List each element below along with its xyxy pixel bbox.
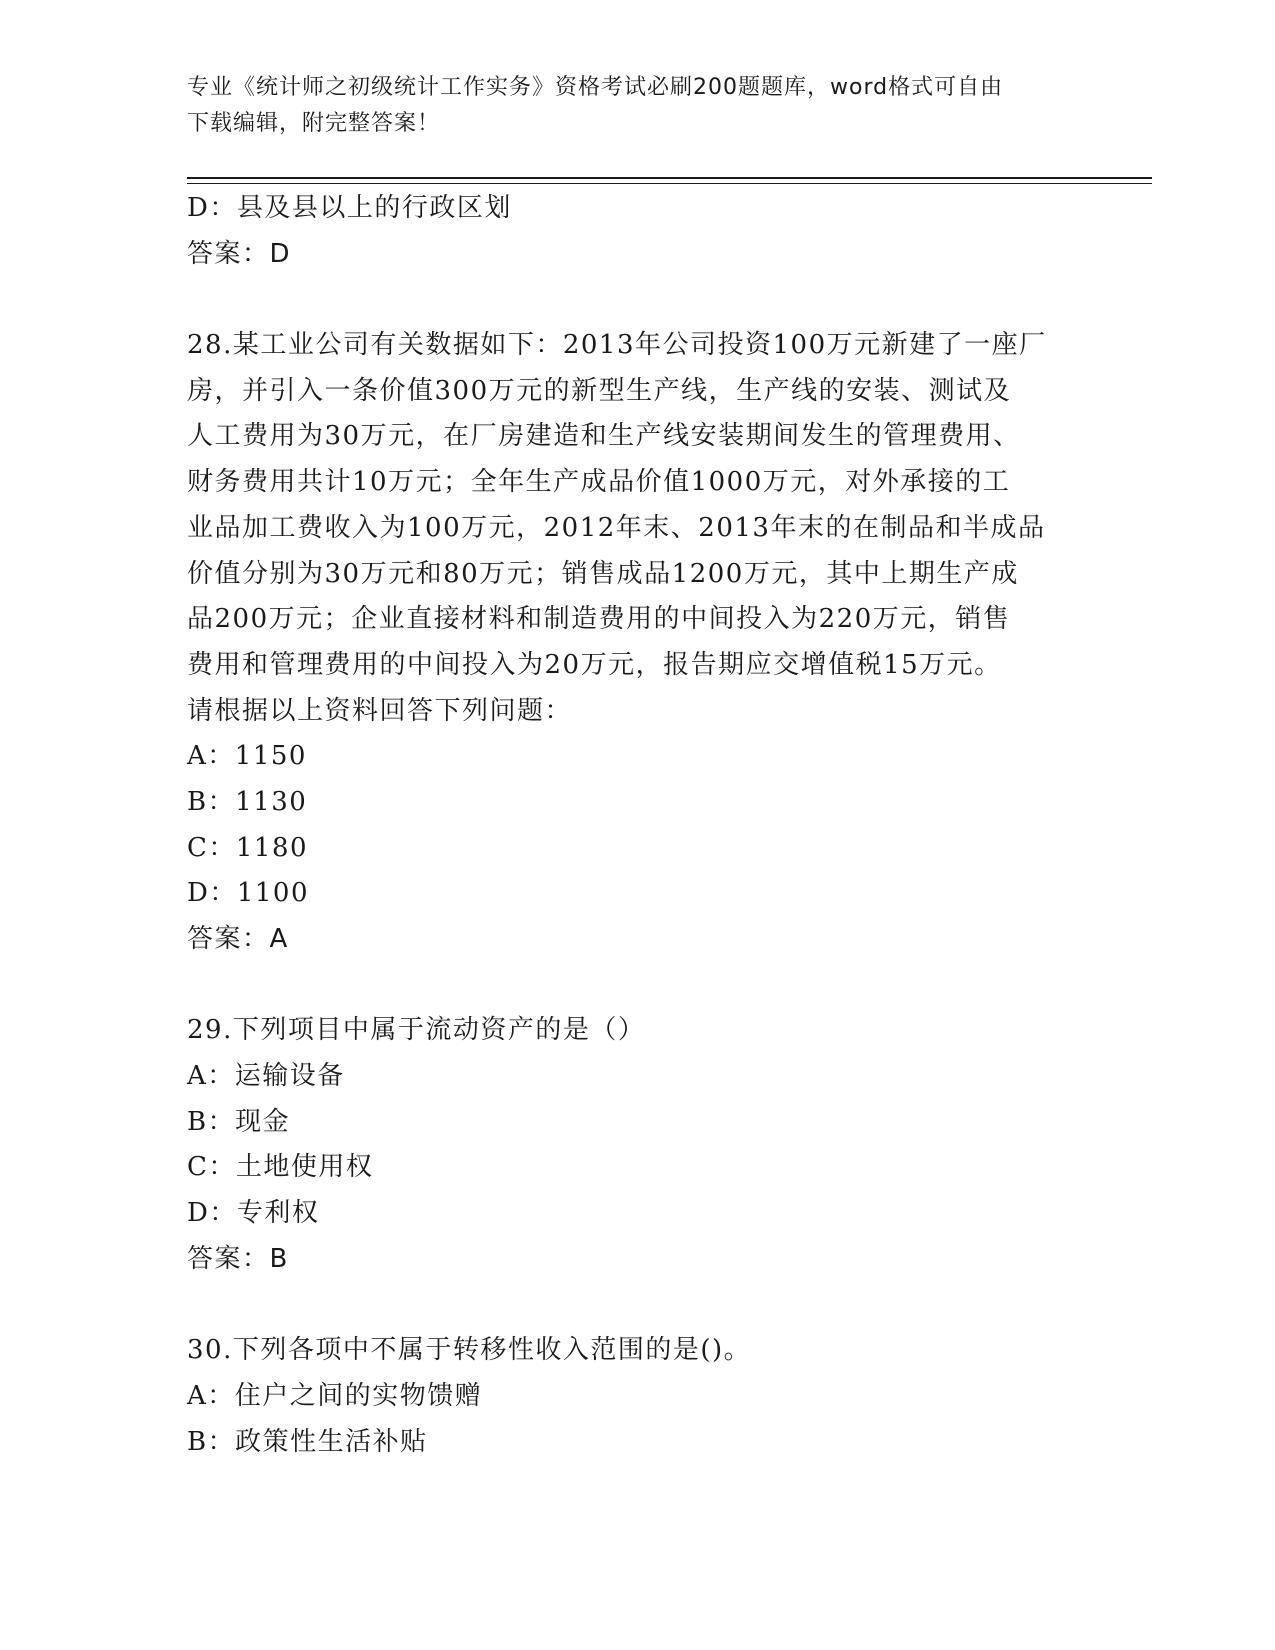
question-28-option-a: A：1150 [187,741,307,772]
question-30-option-b: B：政策性生活补贴 [187,1426,428,1457]
question-30 [187,1328,1087,1465]
question-29-option-b: B：现金 [187,1106,291,1137]
question-28-option-c: C：1180 [187,832,309,863]
question-28-line: 请根据以上资料回答下列问题： [187,695,573,726]
question-29 [187,1008,1087,1282]
question-30-option-a: A：住户之间的实物馈赠 [187,1380,483,1411]
question-28-line: 人工费用为30万元，在厂房建造和生产线安装期间发生的管理费用、 [187,421,1021,452]
header-rule-thin [187,183,1152,184]
question-28-answer: 答案：A [187,924,289,954]
spacer [187,1283,1087,1329]
question-28 [187,323,1087,963]
question-29-option-a: A：运输设备 [187,1061,345,1092]
header-line-2: 下载编辑，附完整答案！ [187,111,441,136]
question-29-option-d: D：专利权 [187,1198,320,1229]
prev-answer: 答案：D [187,238,292,269]
question-29-option-c: C：土地使用权 [187,1152,374,1183]
question-28-line: 28.某工业公司有关数据如下：2013年公司投资100万元新建了一座厂 [187,330,1047,361]
question-28-line: 财务费用共计10万元；全年生产成品价值1000万元，对外承接的工 [187,467,1011,498]
question-28-line: 品200万元；企业直接材料和制造费用的中间投入为220万元，销售 [187,604,1011,635]
question-28-option-b: B：1130 [187,786,308,817]
question-28-line: 业品加工费收入为100万元，2012年末、2013年末的在制品和半成品 [187,512,1046,543]
question-29-text: 29.下列项目中属于流动资产的是（） [187,1015,646,1046]
question-29-answer: 答案：B [187,1243,289,1274]
header-rule-thick [187,177,1152,179]
question-28-line: 价值分别为30万元和80万元；销售成品1200万元，其中上期生产成 [187,558,1019,589]
spacer [187,963,1087,1009]
question-28-option-d: D：1100 [187,878,310,909]
document-header [187,70,1087,142]
question-28-line: 费用和管理费用的中间投入为20万元，报告期应交增值税15万元。 [187,649,1002,680]
question-28-line: 房，并引入一条价值300万元的新型生产线，生产线的安装、测试及 [187,375,1012,406]
spacer [187,277,1087,323]
document-body [187,186,1087,1465]
prev-option-d: D：县及县以上的行政区划 [187,193,512,223]
question-30-text: 30.下列各项中不属于转移性收入范围的是()。 [187,1335,752,1366]
header-line-1: 专业《统计师之初级统计工作实务》资格考试必刷200题题库，word格式可自由 [187,75,1004,100]
